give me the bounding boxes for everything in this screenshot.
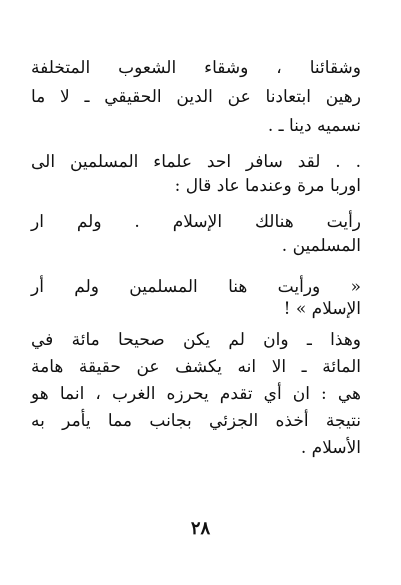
text-line: رأيت هنالك الإسلام . ولم ار — [31, 212, 361, 232]
text-line: وشقائنا ، وشقاء الشعوب المتخلفة — [31, 58, 361, 78]
text-line: . . لقد سافر احد علماء المسلمين الى — [31, 152, 361, 172]
text-line: هي : ان أي تقدم يحرزه الغرب ، انما هو — [31, 384, 361, 404]
text-line: « ورأيت هنا المسلمين ولم أر — [31, 277, 361, 297]
text-line: المسلمين . — [281, 236, 361, 256]
text-line: اوربا مرة وعندما عاد قال : — [174, 176, 361, 196]
text-line: رهين ابتعادنا عن الدين الحقيقي ـ لا ما — [31, 87, 361, 107]
text-line: وهذا ـ وان لم يكن صحيحا مائة في — [31, 330, 361, 350]
text-line: المائة ـ الا انه يكشف عن حقيقة هامة — [31, 357, 361, 377]
text-line: نسميه دينا ـ . — [267, 116, 361, 136]
text-line: نتيجة أخذه الجزئي بجانب مما يأمر به — [31, 411, 361, 431]
text-line: الأسلام . — [300, 438, 361, 458]
text-line: الإسلام » ! — [283, 299, 361, 319]
page-number: ٢٨ — [190, 518, 211, 539]
